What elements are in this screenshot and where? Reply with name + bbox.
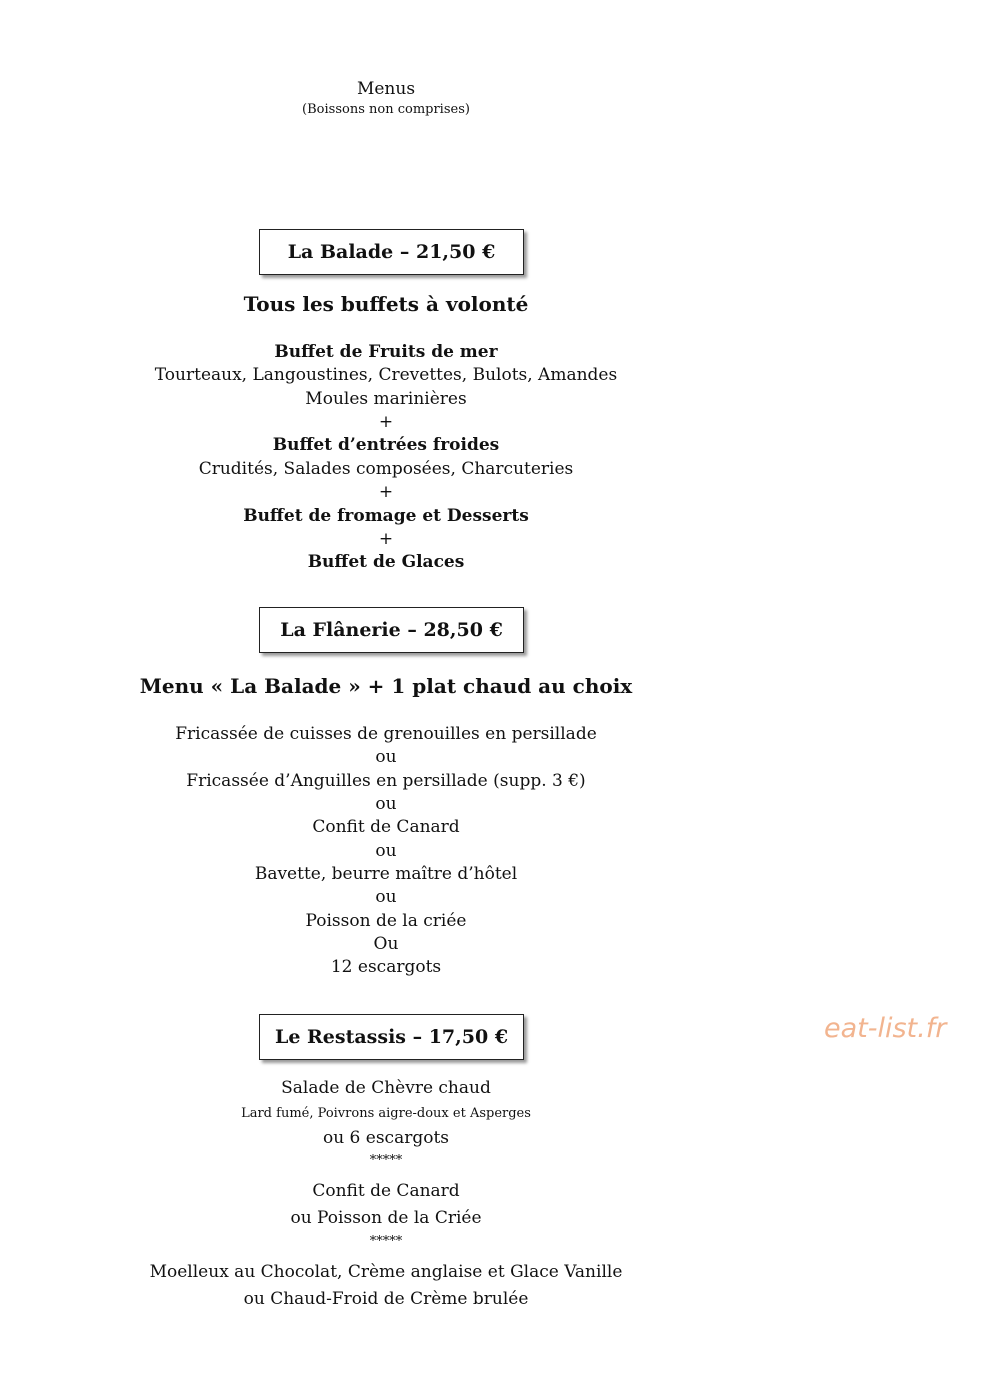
menu-title-la-flanerie: La Flânerie – 28,50 € <box>259 607 524 653</box>
menu-heading-la-balade: Tous les buffets à volonté <box>243 292 529 316</box>
dish-line: Ou <box>373 934 399 954</box>
starter-detail: Lard fumé, Poivrons aigre-doux et Asperges <box>241 1106 531 1121</box>
dessert-alt: ou Chaud-Froid de Crème brulée <box>243 1289 529 1309</box>
dish-line: Poisson de la criée <box>305 911 467 931</box>
menu-title-le-restassis: Le Restassis – 17,50 € <box>259 1014 524 1060</box>
dish-line: ou <box>375 887 397 907</box>
buffet-fruits-de-mer: Buffet de Fruits de mer <box>274 342 498 362</box>
plus-separator: + <box>378 482 394 502</box>
dessert-line: Moelleux au Chocolat, Crème anglaise et Glace Vanille <box>149 1262 623 1282</box>
buffet-glaces: Buffet de Glaces <box>307 552 465 572</box>
buffet-entrees-items: Crudités, Salades composées, Charcuteries <box>198 459 574 479</box>
starter-line: Salade de Chèvre chaud <box>281 1078 491 1098</box>
plus-separator: + <box>378 412 394 432</box>
starter-alt: ou 6 escargots <box>322 1128 450 1148</box>
course-separator: ***** <box>369 1153 403 1168</box>
course-separator: ***** <box>369 1234 403 1249</box>
plus-separator: + <box>378 529 394 549</box>
page-subtitle: (Boissons non comprises) <box>302 102 470 117</box>
dish-line: ou <box>375 841 397 861</box>
menu-heading-la-flanerie: Menu « La Balade » + 1 plat chaud au choix <box>139 674 633 698</box>
dish-line: ou <box>375 794 397 814</box>
dish-line: Confit de Canard <box>312 817 460 837</box>
dish-line: ou <box>375 747 397 767</box>
dish-line: Fricassée d’Anguilles en persillade (supp. 3 €) <box>186 771 586 791</box>
page-title: Menus <box>356 79 416 99</box>
main-line: Confit de Canard <box>312 1181 460 1201</box>
main-alt: ou Poisson de la Criée <box>290 1208 482 1228</box>
buffet-entrees-froides: Buffet d’entrées froides <box>272 435 500 455</box>
menu-title-la-balade: La Balade – 21,50 € <box>259 229 524 275</box>
dish-line: Bavette, beurre maître d’hôtel <box>254 864 518 884</box>
dish-line: 12 escargots <box>330 957 442 977</box>
buffet-fruits-items-2: Moules marinières <box>305 389 467 409</box>
buffet-fruits-items: Tourteaux, Langoustines, Crevettes, Bulots, Amandes <box>154 365 618 385</box>
buffet-fromage-desserts: Buffet de fromage et Desserts <box>243 506 529 526</box>
watermark-logo: eat-list.fr <box>824 1013 947 1044</box>
dish-line: Fricassée de cuisses de grenouilles en persillade <box>175 724 597 744</box>
